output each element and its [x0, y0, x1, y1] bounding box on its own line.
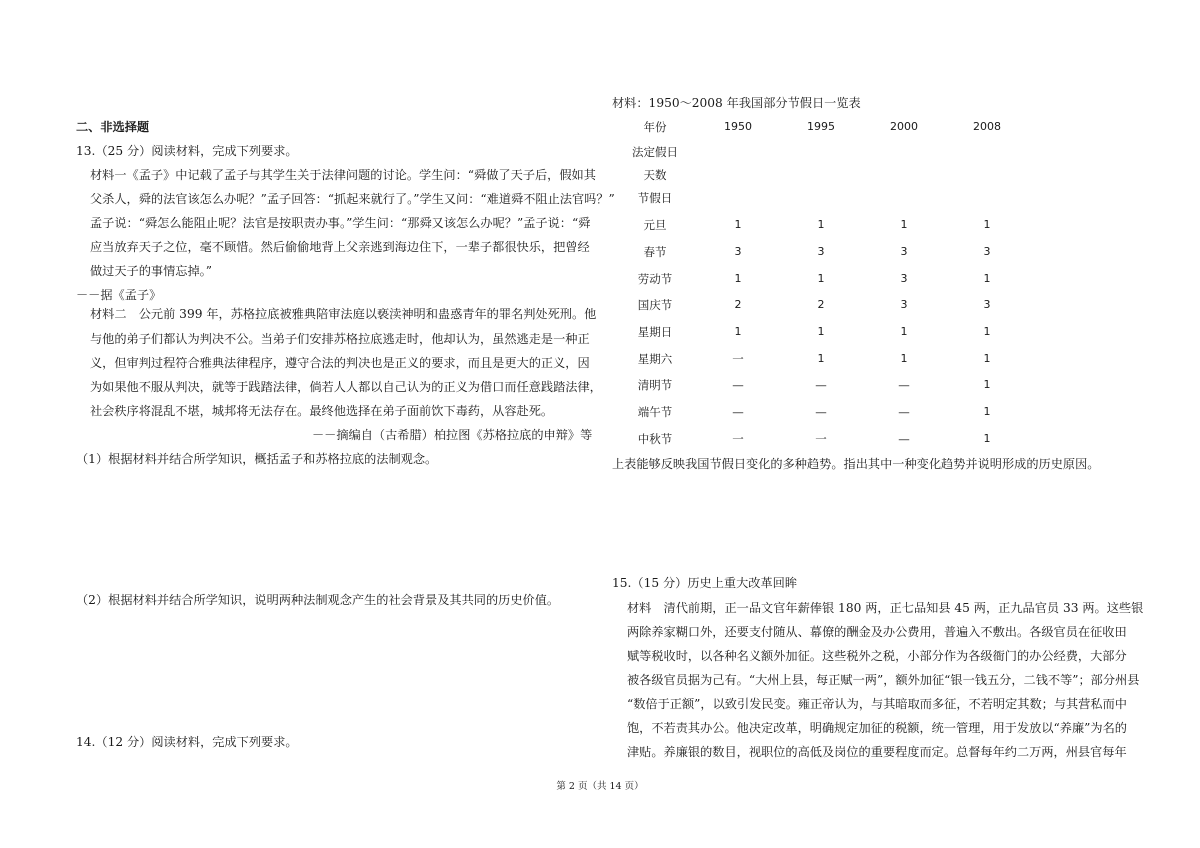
row-value: 3 — [734, 245, 742, 258]
table-header-year: 2008 — [973, 120, 1001, 133]
row-name: 中秋节 — [637, 432, 673, 446]
row-value: 1 — [734, 272, 742, 285]
table-header-year: 2000 — [890, 120, 918, 133]
row-value: 1 — [817, 218, 825, 231]
row-value: — — [815, 378, 827, 392]
row-value: 3 — [900, 272, 908, 285]
question-15-line: 饱，不若责其办公。他决定改革，明确规定加征的税额，统一管理，用于发放以“养廉”为名的 — [627, 721, 1127, 735]
table-header-year: 1950 — [724, 120, 752, 133]
material-1-line: 材料一《孟子》中记载了孟子与其学生关于法律问题的讨论。学生问：“舜做了天子后，假如其 — [90, 168, 596, 182]
row-value: — — [898, 378, 910, 392]
material-2-line: 义，但审判过程符合雅典法律程序，遵守合法的判决也是正义的要求，而且是更大的正义，因 — [90, 356, 590, 370]
row-value: 1 — [983, 352, 991, 365]
row-value: 1 — [900, 218, 908, 231]
question-15-line: 赋等税收时，以各种名义额外加征。这些税外之税，小部分作为各级衙门的办公经费，大部分 — [627, 649, 1127, 663]
row-name: 星期日 — [637, 325, 673, 339]
table-header-sub: 节假日 — [637, 191, 673, 205]
row-name: 元旦 — [643, 218, 667, 232]
material-2-line: 为如果他不服从判决，就等于践踏法律，倘若人人都以自己认为的正义为借口而任意践踏法律， — [90, 380, 602, 394]
table-header-sub: 天数 — [643, 168, 667, 182]
row-value: — — [898, 405, 910, 419]
row-name: 春节 — [643, 245, 667, 259]
row-value: 3 — [900, 245, 908, 258]
row-value: — — [732, 405, 744, 419]
table-header-year-label: 年份 — [643, 120, 667, 134]
material-2-source: －－摘编自（古希腊）柏拉图《苏格拉底的申辩》等 — [312, 428, 593, 442]
material-2-line: 材料二 公元前 399 年，苏格拉底被雅典陪审法庭以亵渎神明和蛊惑青年的罪名判处死刑。他 — [90, 307, 597, 321]
material-2-line: 与他的弟子们都认为判决不公。当弟子们安排苏格拉底逃走时，他却认为，虽然逃走是一种正 — [90, 332, 590, 346]
question-15-head: 15.（15 分）历史上重大改革回眸 — [612, 576, 798, 590]
material-2-line: 社会秩序将混乱不堪，城邦将无法存在。最终他选择在弟子面前饮下毒药，从容赴死。 — [90, 404, 554, 418]
question-13-head: 13.（25 分）阅读材料，完成下列要求。 — [76, 144, 298, 158]
row-value: 2 — [734, 298, 742, 311]
material-1-line: 应当放弃天子之位，毫不顾惜。然后偷偷地背上父亲逃到海边住下，一辈子都很快乐，把曾经 — [90, 240, 590, 254]
table-header-year: 1995 — [807, 120, 835, 133]
table-caption: 材料：1950～2008 年我国部分节假日一览表 — [612, 96, 861, 110]
material-1-line: 孟子说：“舜怎么能阻止呢？法官是按职责办事。”学生问：“那舜又该怎么办呢？”孟子说：“舜 — [90, 216, 591, 230]
row-value: 1 — [983, 218, 991, 231]
row-value: — — [732, 378, 744, 392]
row-name: 清明节 — [637, 378, 673, 392]
row-value: 3 — [983, 245, 991, 258]
row-value: 3 — [817, 245, 825, 258]
row-value: — — [898, 432, 910, 446]
row-value: 1 — [900, 352, 908, 365]
row-value: 1 — [983, 272, 991, 285]
table-header-sub: 法定假日 — [632, 145, 678, 159]
row-value: 3 — [900, 298, 908, 311]
row-value: 1 — [734, 325, 742, 338]
row-value: 1 — [817, 352, 825, 365]
material-1-line: 父杀人，舜的法官该怎么办呢？”孟子回答：“抓起来就行了。”学生又问：“难道舜不阻止法官吗？” — [90, 192, 615, 206]
row-value: 1 — [817, 272, 825, 285]
row-value: 一 — [732, 432, 744, 446]
row-value: 2 — [817, 298, 825, 311]
row-value: 1 — [900, 325, 908, 338]
question-14-head: 14.（12 分）阅读材料，完成下列要求。 — [76, 735, 298, 749]
row-value: 1 — [817, 325, 825, 338]
question-15-line: 材料 清代前期，正一品文官年薪俸银 180 两，正七品知县 45 两，正九品官员 33 两。这些银 — [627, 601, 1144, 615]
row-value: 一 — [815, 432, 827, 446]
question-13-part-1: （1）根据材料并结合所学知识，概括孟子和苏格拉底的法制观念。 — [76, 452, 438, 466]
row-value: 1 — [734, 218, 742, 231]
row-name: 端午节 — [637, 405, 673, 419]
row-value: 1 — [983, 405, 991, 418]
row-value: 3 — [983, 298, 991, 311]
row-name: 星期六 — [637, 352, 673, 366]
section-title: 二、非选择题 — [76, 120, 150, 134]
row-value: 1 — [983, 378, 991, 391]
question-15-line: 两除养家糊口外，还要支付随从、幕僚的酬金及办公费用，普遍入不敷出。各级官员在征收田 — [627, 625, 1127, 639]
row-name: 劳动节 — [637, 272, 673, 286]
question-15-line: 津贴。养廉银的数目，视职位的高低及岗位的重要程度而定。总督每年约二万两，州县官每年 — [627, 745, 1127, 759]
table-question: 上表能够反映我国节假日变化的多种趋势。指出其中一种变化趋势并说明形成的历史原因。 — [612, 457, 1100, 471]
page-footer: 第 2 页（共 14 页） — [556, 781, 644, 792]
row-value: 1 — [983, 432, 991, 445]
row-name: 国庆节 — [637, 298, 673, 312]
question-15-line: 被各级官员据为己有。“大州上县，每正赋一两”，额外加征“银一钱五分，二钱不等”；部分州县 — [627, 673, 1140, 687]
row-value: — — [815, 405, 827, 419]
material-1-line: 做过天子的事情忘掉。” — [90, 264, 213, 278]
question-15-line: “数倍于正额”，以致引发民变。雍正帝认为，与其暗取而多征，不若明定其数；与其营私而中 — [627, 697, 1127, 711]
material-1-source: －－据《孟子》 — [76, 288, 162, 302]
row-value: 一 — [732, 352, 744, 366]
row-value: 1 — [983, 325, 991, 338]
question-13-part-2: （2）根据材料并结合所学知识，说明两种法制观念产生的社会背景及其共同的历史价值。 — [76, 593, 560, 607]
